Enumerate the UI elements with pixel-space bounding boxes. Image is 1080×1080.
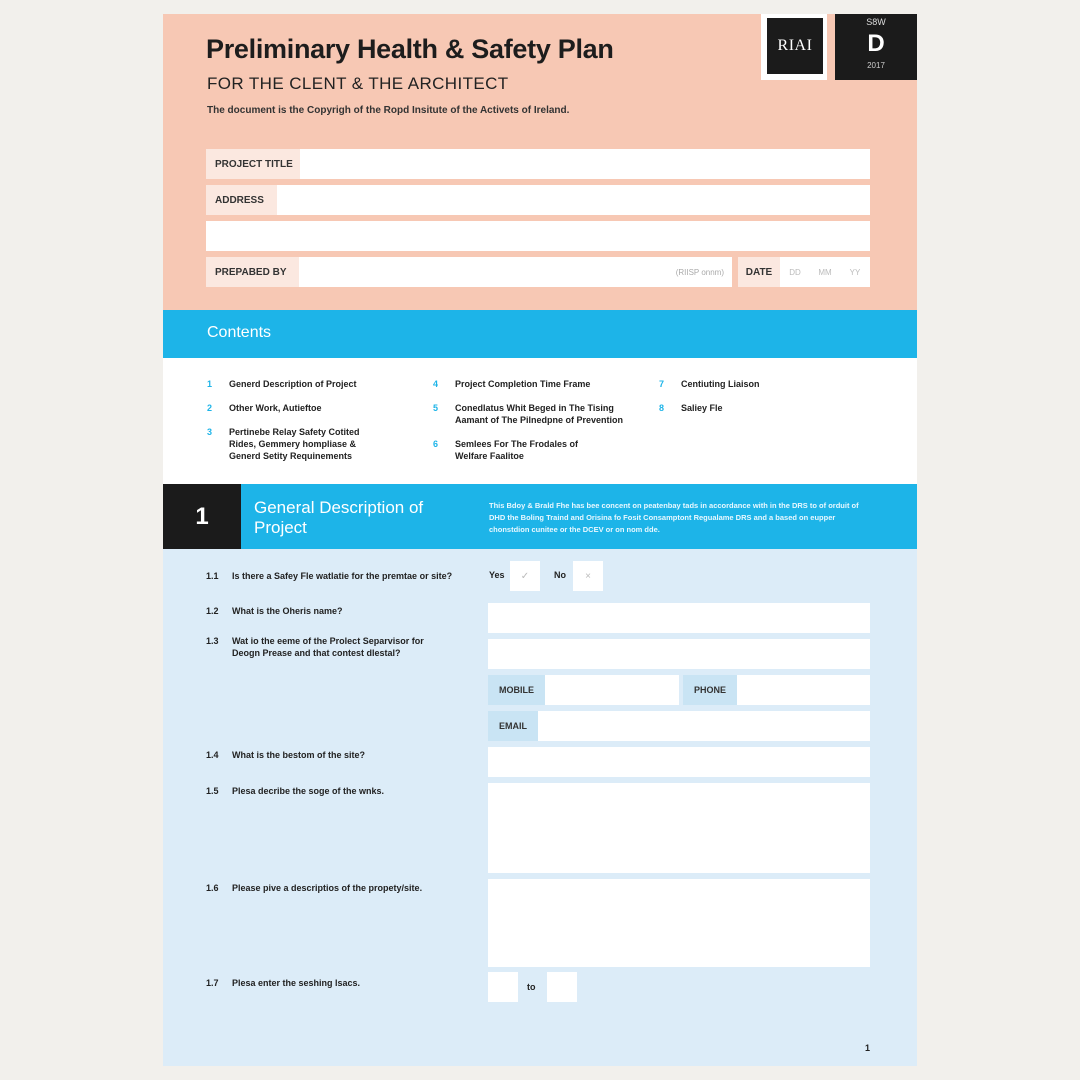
- date-year-input[interactable]: YY: [849, 267, 861, 277]
- mobile-label: MOBILE: [488, 675, 545, 705]
- address-input[interactable]: [277, 185, 870, 215]
- question-1-4: [206, 749, 462, 761]
- range-from-input[interactable]: [488, 972, 518, 1002]
- project-title-row: [206, 149, 870, 179]
- toc-text: Generd Description of Project: [229, 379, 357, 389]
- page-title: Preliminary Health & Safety Plan: [206, 34, 614, 64]
- no-label: No: [554, 570, 566, 580]
- prepared-by-label: PREPABED BY: [206, 257, 299, 287]
- badge-letter: D: [867, 30, 885, 57]
- toc-number: 1: [207, 379, 213, 389]
- page-number: 1: [865, 1043, 871, 1053]
- question-1-1: [206, 570, 462, 582]
- question-text: Please pive a descriptios of the propety/site.: [232, 883, 423, 893]
- toc-item[interactable]: [207, 426, 374, 462]
- section-title: General Description of Project: [254, 498, 424, 537]
- project-title-label: PROJECT TITLE: [206, 149, 300, 179]
- address-row: [206, 185, 870, 215]
- toc-item[interactable]: [207, 378, 379, 390]
- phone-input[interactable]: [737, 675, 870, 705]
- date-label: DATE: [738, 257, 780, 287]
- range-to-input[interactable]: [547, 972, 577, 1002]
- project-title-input[interactable]: [300, 149, 870, 179]
- question-number: 1.4: [206, 750, 219, 760]
- scope-of-works-textarea[interactable]: [488, 783, 870, 873]
- question-text: What is the Oheris name?: [232, 606, 343, 616]
- question-number: 1.2: [206, 606, 219, 616]
- email-input[interactable]: [538, 711, 870, 741]
- question-text: Plesa decribe the soge of the wnks.: [232, 786, 385, 796]
- toc-text: Semlees For The Frodales of Welfare Faalitoe: [455, 439, 579, 461]
- toc-number: 7: [659, 379, 665, 389]
- prepared-by-input[interactable]: [299, 257, 676, 287]
- contents-heading-bar: [163, 310, 917, 358]
- toc-item[interactable]: [207, 402, 379, 414]
- address-line-2-input[interactable]: [206, 221, 870, 251]
- toc-number: 6: [433, 439, 439, 449]
- header-panel: [163, 14, 917, 310]
- toc-text: Other Work, Autieftoe: [229, 403, 322, 413]
- site-location-input[interactable]: [488, 747, 870, 777]
- question-number: 1.1: [206, 571, 219, 581]
- question-1-2: [206, 605, 462, 617]
- section-note: This Bdoy & Brald Fhe has bee concent on peatenbay tads in accordance with in the DRS to of orduit of DHD the Boling Traind and Orisina fo Fosit Consamptont Regualame DRS and a based on eupper chonstdion cunitee or the DCEV or on nom dde.: [489, 501, 859, 534]
- toc-item[interactable]: [433, 438, 605, 462]
- question-number: 1.3: [206, 636, 219, 646]
- question-number: 1.6: [206, 883, 219, 893]
- toc-item[interactable]: [659, 402, 831, 414]
- toc-text: Centiuting Liaison: [681, 379, 760, 389]
- address-label: ADDRESS: [206, 185, 277, 215]
- client-name-input[interactable]: [488, 603, 870, 633]
- mobile-input[interactable]: [545, 675, 679, 705]
- question-1-5: [206, 785, 462, 797]
- form-page: [163, 14, 917, 1066]
- contents-heading: Contents: [207, 324, 272, 341]
- question-number: 1.5: [206, 786, 219, 796]
- toc-text: Project Completion Time Frame: [455, 379, 591, 389]
- toc-text: Conedlatus Whit Beged in The Tising Aamant of The Pilnedpne of Prevention: [455, 403, 624, 425]
- date-month-input[interactable]: MM: [818, 267, 832, 277]
- prepared-by-row: [206, 257, 870, 287]
- badge-bottom-text: 2017: [867, 61, 885, 70]
- phone-label: PHONE: [683, 675, 737, 705]
- question-1-6: [206, 882, 462, 894]
- email-label: EMAIL: [488, 711, 538, 741]
- toc-number: 2: [207, 403, 213, 413]
- toc-number: 3: [207, 427, 213, 437]
- toc-item[interactable]: [659, 378, 831, 390]
- toc-item[interactable]: [433, 402, 645, 426]
- toc-number: 8: [659, 403, 665, 413]
- yes-checkbox[interactable]: ✓: [510, 561, 540, 591]
- question-1-7: [206, 977, 462, 989]
- property-description-textarea[interactable]: [488, 879, 870, 967]
- contents-list: [163, 358, 917, 484]
- question-text: Wat io the eeme of the Prolect Separvisor for Deogn Prease and that contest dlestal?: [232, 636, 424, 658]
- question-text: Plesa enter the seshing lsacs.: [232, 978, 361, 988]
- riai-logo-text: RIAI: [767, 18, 823, 74]
- toc-number: 5: [433, 403, 439, 413]
- riai-logo: [761, 14, 827, 80]
- question-number: 1.7: [206, 978, 219, 988]
- toc-text: Pertinebe Relay Safety Cotited Rides, Gemmery hompliase & Generd Setity Requinements: [229, 427, 360, 461]
- toc-number: 4: [433, 379, 439, 389]
- copyright-notice: The document is the Copyrigh of the Ropd Insitute of the Activets of Ireland.: [207, 105, 570, 116]
- question-text: Is there a Safey Fle watlatie for the premtae or site?: [232, 571, 453, 581]
- no-checkbox[interactable]: ×: [573, 561, 603, 591]
- yes-label: Yes: [489, 570, 505, 580]
- toc-item[interactable]: [433, 378, 645, 390]
- date-day-input[interactable]: DD: [789, 267, 801, 277]
- section-number: 1: [163, 484, 241, 549]
- form-d-badge: [835, 14, 917, 80]
- badge-top-text: S8W: [866, 17, 886, 27]
- prepared-by-hint: (RIISP onnm): [675, 267, 724, 277]
- section-1-heading-bar: [163, 484, 917, 549]
- address-line-2-row: [206, 221, 870, 251]
- question-text: What is the bestom of the site?: [232, 750, 366, 760]
- page-subtitle: FOR THE CLENT & THE ARCHITECT: [207, 74, 509, 93]
- psdp-name-input[interactable]: [488, 639, 870, 669]
- question-1-3: [206, 635, 442, 659]
- to-label: to: [527, 982, 536, 992]
- toc-text: Saliey Fle: [681, 403, 723, 413]
